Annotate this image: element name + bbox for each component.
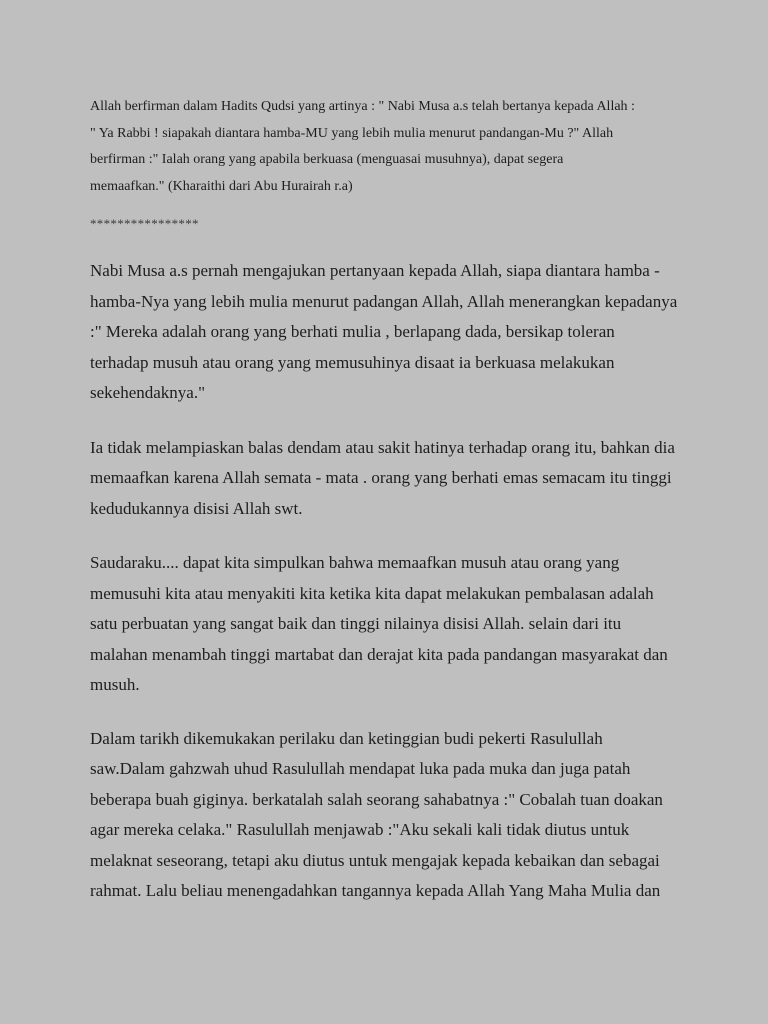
text-line: Dalam tarikh dikemukakan perilaku dan ketinggian budi pekerti Rasulullah [90,728,603,748]
hadith-intro-paragraph [90,94,690,200]
text-line: agar mereka celaka." Rasulullah menjawab :"Aku sekali kali tidak diutus untuk [90,820,630,839]
text-line: berfirman :" Ialah orang yang apabila berkuasa (menguasai musuhnya), dapat segera [90,152,564,167]
paragraph-saudaraku [90,548,690,701]
text-line: " Ya Rabbi ! siapakah diantara hamba-MU yang lebih mulia menurut pandangan-Mu ?" Allah [90,125,614,141]
text-line: Allah berfirman dalam Hadits Qudsi yang artinya : " Nabi Musa a.s telah bertanya kepada Allah : [90,99,635,114]
text-line: saw.Dalam gahzwah uhud Rasulullah mendapat luka pada muka dan juga patah [90,759,631,778]
document-page [90,94,690,907]
text-line: terhadap musuh atau orang yang memusuhinya disaat ia berkuasa melakukan [90,352,615,372]
text-line: hamba-Nya yang lebih mulia menurut padangan Allah, Allah menerangkan kepadanya [90,291,678,311]
text-line: musuh. [90,675,140,694]
text-line: memaafkan karena Allah semata - mata . orang yang berhati emas semacam itu tinggi [90,468,672,487]
text-line: memaafkan." (Kharaithi dari Abu Hurairah r.a) [90,178,353,194]
text-line: satu perbuatan yang sangat baik dan tinggi nilainya disisi Allah. selain dari itu [90,614,622,633]
text-line: beberapa buah giginya. berkatalah salah seorang sahabatnya :" Cobalah tuan doakan [90,789,663,809]
text-line: Saudaraku.... dapat kita simpulkan bahwa memaafkan musuh atau orang yang [90,553,620,572]
text-line: memusuhi kita atau menyakiti kita ketika kita dapat melakukan pembalasan adalah [90,583,654,603]
text-line: malahan menambah tinggi martabat dan derajat kita pada pandangan masyarakat dan [90,644,668,664]
text-line: Ia tidak melampiaskan balas dendam atau sakit hatinya terhadap orang itu, bahkan dia [90,437,675,457]
paragraph-tarikh-rasulullah [90,724,690,907]
text-line: melaknat seseorang, tetapi aku diutus untuk mengajak kepada kebaikan dan sebagai [90,850,660,870]
text-line: rahmat. Lalu beliau menengadahkan tangannya kepada Allah Yang Maha Mulia dan [90,881,661,900]
text-line: kedudukannya disisi Allah swt. [90,498,303,518]
paragraph-nabi-musa [90,256,690,409]
text-line: :" Mereka adalah orang yang berhati mulia , berlapang dada, bersikap toleran [90,322,615,341]
paragraph-tidak-melampiaskan [90,433,690,525]
text-line: Nabi Musa a.s pernah mengajukan pertanyaan kepada Allah, siapa diantara hamba - [90,261,660,280]
text-line: sekehendaknya." [90,383,206,402]
asterisk-separator: **************** [90,216,199,231]
